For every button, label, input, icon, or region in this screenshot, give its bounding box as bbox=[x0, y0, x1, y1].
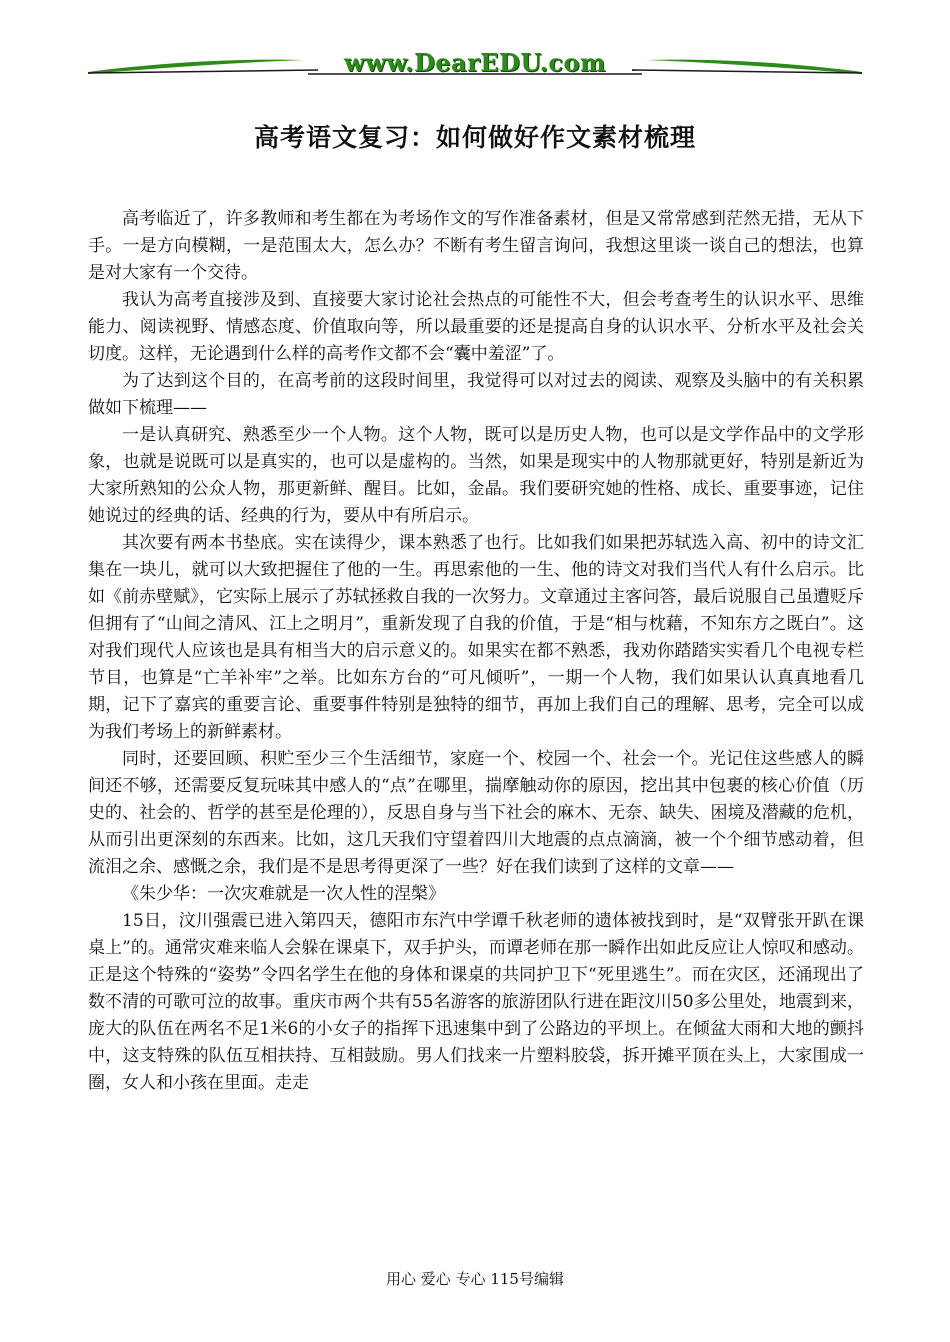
site-logo-text[interactable]: www.DearEDU.com bbox=[344, 48, 606, 77]
paragraph-1: 高考临近了，许多教师和考生都在为考场作文的写作准备素材，但是又常常感到茫然无措，无从下手。一是方向模糊，一是范围太大，怎么办？不断有考生留言询问，我想这里谈一谈自己的想法，也算是对大家有一个交待。 bbox=[88, 209, 864, 283]
paragraph-8: 15日，汶川强震已进入第四天，德阳市东汽中学谭千秋老师的遗体被找到时，是“双臂张开趴在课桌上”的。通常灾难来临人会躲在课桌下，双手护头，而谭老师在那一瞬作出如此反应让人惊叹和感动。正是这个特殊的“姿势”令四名学生在他的身体和课桌的共同护卫下“死里逃生”。而在灾区，还涌现出了数不清的可歌可泣的故事。重庆市两个共有55名游客的旅游团队行进在距汶川50多公里处，地震到来，庞大的队伍在两名不足1米6的小女子的指挥下迅速集中到了公路边的平坝上。在倾盆大雨和大地的颤抖中，这支特殊的队伍互相扶持、互相鼓励。男人们找来一片塑料胶袋，拆开摊平顶在头上，大家围成一圈，女人和小孩在里面。走走 bbox=[88, 911, 864, 1093]
quoted-article-title: 《朱少华：一次灾难就是一次人性的涅槃》 bbox=[122, 884, 445, 904]
site-header bbox=[88, 46, 862, 78]
paragraph-4: 一是认真研究、熟悉至少一个人物。这个人物，既可以是历史人物，也可以是文学作品中的文学形象，也就是说既可以是真实的，也可以是虚构的。当然，如果是现实中的人物那就更好，特别是新近为大家所熟知的公众人物，那更新鲜、醒目。比如，金晶。我们要研究她的性格、成长、重要事迹，记住她说过的经典的话、经典的行为，要从中有所启示。 bbox=[88, 425, 864, 526]
page-footer: 用心 爱心 专心 115号编辑 bbox=[386, 1270, 564, 1288]
page-title: 高考语文复习：如何做好作文素材梳理 bbox=[253, 123, 696, 152]
article-body bbox=[88, 206, 864, 1097]
paragraph-2: 我认为高考直接涉及到、直接要大家讨论社会热点的可能性不大，但会考查考生的认识水平、思维能力、阅读视野、情感态度、价值取向等，所以最重要的还是提高自身的认识水平、分析水平及社会关切度。这样，无论遇到什么样的高考作文都不会“囊中羞涩”了。 bbox=[88, 290, 864, 364]
paragraph-5: 其次要有两本书垫底。实在读得少，课本熟悉了也行。比如我们如果把苏轼选入高、初中的诗文汇集在一块儿，就可以大致把握住了他的一生。再思索他的一生、他的诗文对我们当代人有什么启示。比如《前赤壁赋》，它实际上展示了苏轼拯救自我的一次努力。文章通过主客问答，最后说服自己虽遭贬斥但拥有了“山间之清风、江上之明月”，重新发现了自我的价值，于是“相与枕藉，不知东方之既白”。这对我们现代人应该也是具有相当大的启示意义的。如果实在都不熟悉，我劝你踏踏实实看几个电视专栏节目，也算是“亡羊补牢”之举。比如东方台的“可凡倾听”，一期一个人物，我们如果认认真真地看几期，记下了嘉宾的重要言论、重要事件特别是独特的细节，再加上我们自己的理解、思考，完全可以成为我们考场上的新鲜素材。 bbox=[88, 533, 864, 742]
paragraph-3: 为了达到这个目的，在高考前的这段时间里，我觉得可以对过去的阅读、观察及头脑中的有关积累做如下梳理—— bbox=[88, 371, 864, 418]
paragraph-6: 同时，还要回顾、积贮至少三个生活细节，家庭一个、校园一个、社会一个。光记住这些感人的瞬间还不够，还需要反复玩味其中感人的“点”在哪里，揣摩触动你的原因，挖出其中包裹的核心价值（历史的、社会的、哲学的甚至是伦理的），反思自身与当下社会的麻木、无奈、缺失、困境及潜藏的危机，从而引出更深刻的东西来。比如，这几天我们守望着四川大地震的点点滴滴，被一个个细节感动着，但流泪之余、感慨之余，我们是不是思考得更深了一些？好在我们读到了这样的文章—— bbox=[88, 749, 864, 877]
